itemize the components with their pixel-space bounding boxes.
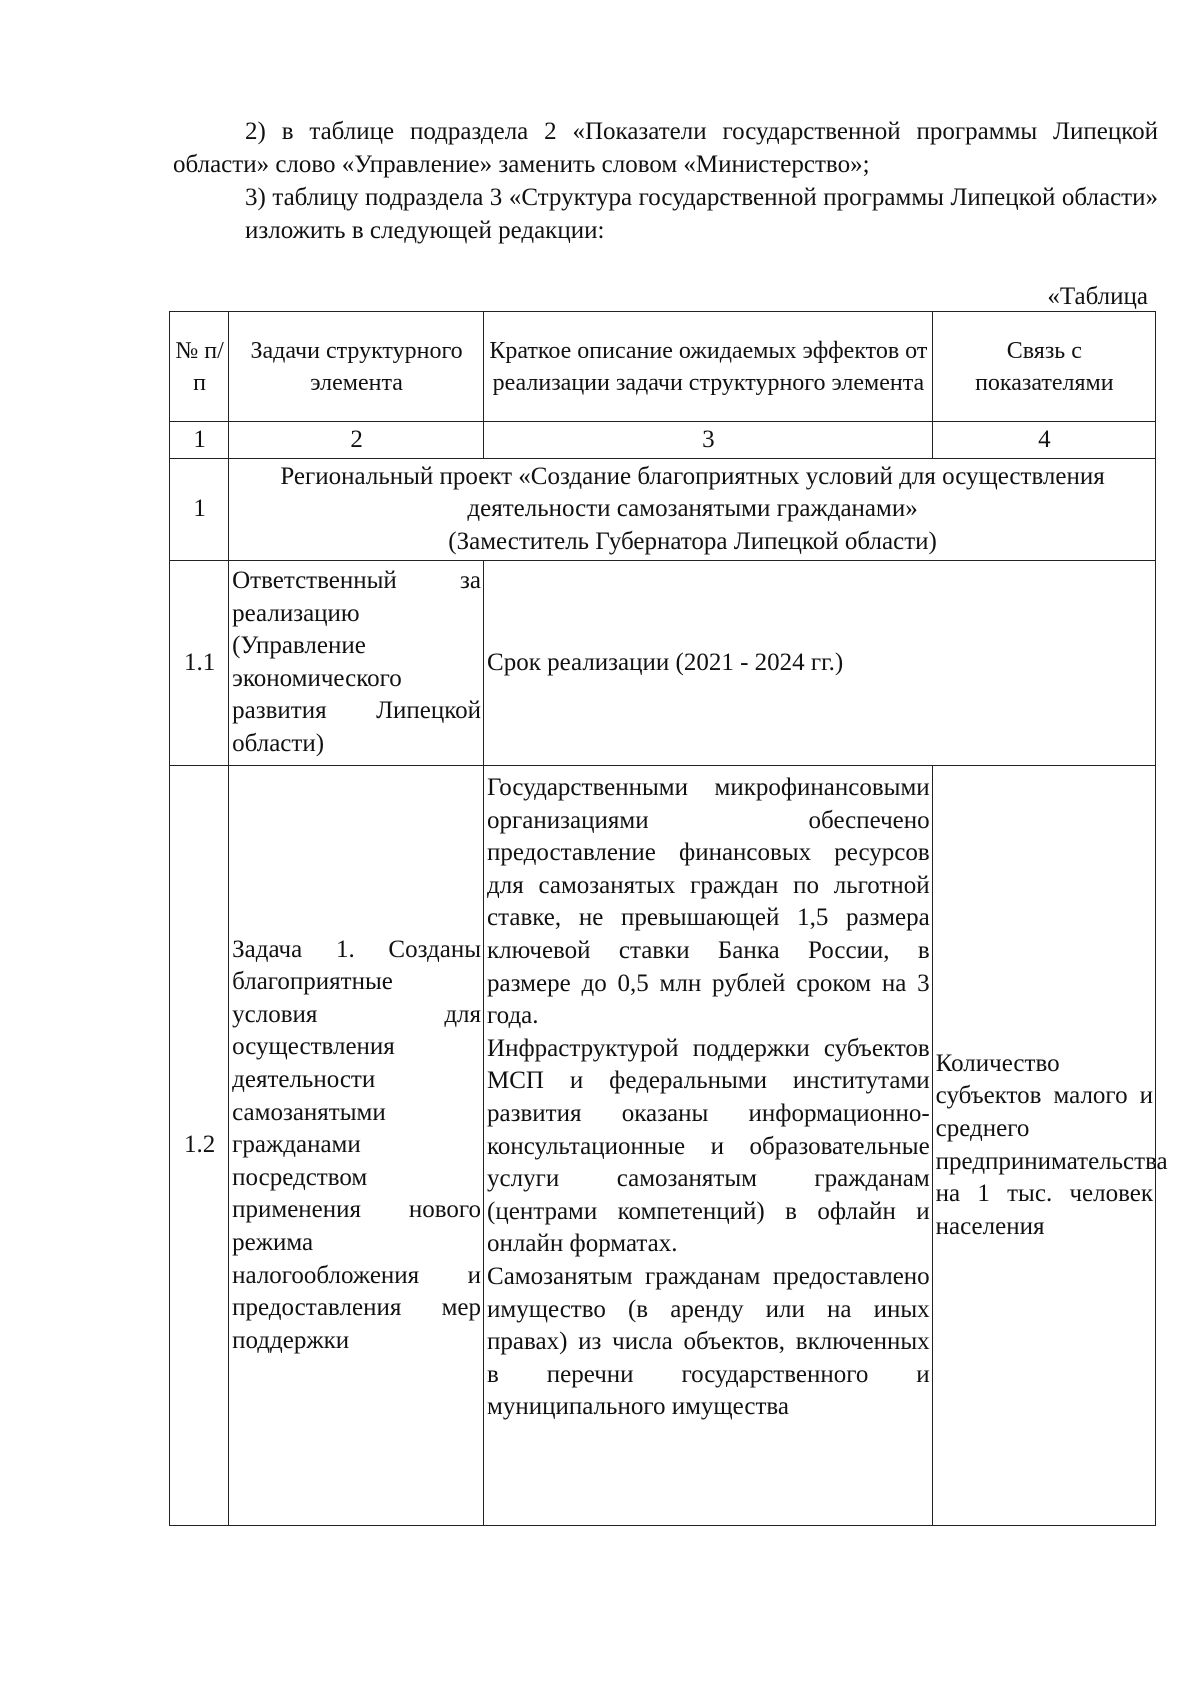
effects-cell [484, 766, 933, 1526]
effect-paragraph: Самозанятым гражданам предоставлено имущество (в аренду или на иных правах) из числа объектов, включенных в перечни государственного и муниципального имущества [487, 1262, 930, 1421]
table-row [170, 766, 1156, 1526]
header-indicators: Связь с показателями [932, 312, 1155, 422]
paragraph-item-2: 2) в таблице подраздела 2 «Показатели государственной программы Липецкой области» слово «Управление» заменить словом «Министерство»; [173, 118, 1158, 178]
column-number: 1 [170, 422, 229, 459]
row-number: 1.2 [170, 766, 229, 1526]
column-number-row [170, 422, 1156, 459]
task-cell: Ответственный за реализацию (Управление экономического развития Липецкой области) [229, 561, 484, 766]
structure-table [169, 311, 1168, 1526]
row-number: 1 [170, 459, 229, 561]
project-responsible: (Заместитель Губернатора Липецкой области) [448, 527, 937, 555]
table-row [170, 459, 1156, 561]
paragraph-item-3: 3) таблицу подраздела 3 «Структура государственной программы Липецкой области» изложить в следующей редакции: [245, 184, 1158, 244]
term-cell: Срок реализации (2021 - 2024 гг.) [484, 561, 1156, 766]
row-number: 1.1 [170, 561, 229, 766]
effect-paragraph: Инфраструктурой поддержки субъектов МСП и федеральными институтами развития оказаны информационно-консультационные и образовательные услуги самозанятым гражданам (центрами компетенций) в офлайн и онлайн форматах. [487, 1034, 930, 1258]
column-number: 3 [484, 422, 933, 459]
indicator-cell: Количество субъектов малого и среднего предпринимательства на 1 тыс. человек населения [932, 766, 1155, 1526]
header-number: № п/п [170, 312, 229, 422]
header-effects: Краткое описание ожидаемых эффектов от реализации задачи структурного элемента [484, 312, 933, 422]
effect-paragraph: Государственными микрофинансовыми организациями обеспечено предоставление финансовых ресурсов для самозанятых граждан по льготной ставке, не превышающей 1,5 размера ключевой ставки Банка России, в размере до 0,5 млн рублей сроком на 3 года. [487, 774, 930, 1030]
header-tasks: Задачи структурного элемента [229, 312, 484, 422]
column-number: 4 [932, 422, 1155, 459]
table-row [170, 561, 1156, 766]
column-number: 2 [229, 422, 484, 459]
table-header-row [170, 312, 1156, 422]
task-cell: Задача 1. Созданы благоприятные условия для осуществления деятельности самозанятыми гражданами посредством применения нового режима налогообложения и предоставления мер поддержки [229, 766, 484, 1526]
table-caption: «Таблица [1047, 283, 1148, 310]
project-title-cell [229, 459, 1156, 561]
project-title: Региональный проект «Создание благоприятных условий для осуществления деятельности самозанятыми гражданами» [280, 462, 1105, 523]
